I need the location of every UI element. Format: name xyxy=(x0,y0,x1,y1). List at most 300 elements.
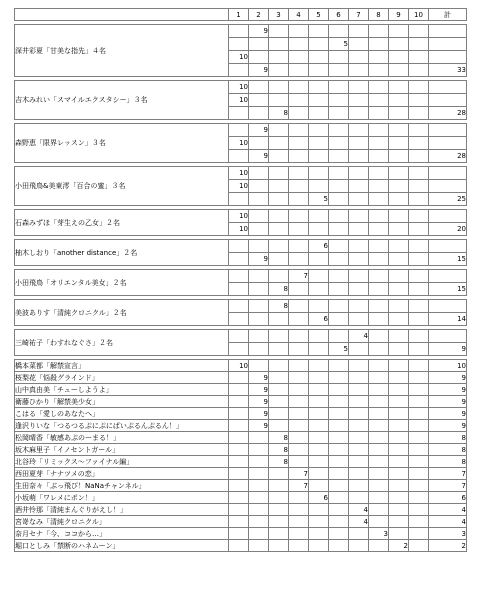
score-cell xyxy=(389,180,409,193)
table-row xyxy=(15,480,467,492)
total-cell xyxy=(429,167,467,180)
score-cell xyxy=(249,180,269,193)
score-cell xyxy=(289,408,309,420)
total-cell xyxy=(429,180,467,193)
score-cell xyxy=(329,396,349,408)
score-cell xyxy=(309,420,329,432)
score-cell: 8 xyxy=(269,456,289,468)
table-row xyxy=(15,240,467,253)
score-cell xyxy=(309,396,329,408)
table-row xyxy=(15,420,467,432)
score-cell xyxy=(389,468,409,480)
score-cell xyxy=(269,492,289,504)
score-cell xyxy=(369,270,389,283)
table-row xyxy=(15,516,467,528)
total-cell: 20 xyxy=(429,223,467,236)
table-row xyxy=(15,300,467,313)
entry-name: 松岡晴香「敏感あぷのーまる！」 xyxy=(15,432,229,444)
score-cell: 5 xyxy=(329,38,349,51)
table-row xyxy=(15,167,467,180)
score-cell xyxy=(409,193,429,206)
score-cell xyxy=(249,270,269,283)
score-cell xyxy=(409,107,429,120)
score-cell xyxy=(369,408,389,420)
score-cell xyxy=(249,492,269,504)
table-row xyxy=(15,468,467,480)
entry-name: こはる「愛しのあなたへ」 xyxy=(15,408,229,420)
entry-name: 深井彩夏「甘美な指先」４名 xyxy=(15,25,229,77)
score-cell xyxy=(389,313,409,326)
entry-name: 山中真由美「チューしようよ」 xyxy=(15,384,229,396)
score-cell xyxy=(369,180,389,193)
score-cell xyxy=(289,193,309,206)
score-cell xyxy=(289,540,309,552)
score-cell xyxy=(389,384,409,396)
total-cell: 28 xyxy=(429,107,467,120)
score-cell xyxy=(269,240,289,253)
score-cell xyxy=(269,468,289,480)
score-cell xyxy=(309,180,329,193)
score-cell: 10 xyxy=(229,81,249,94)
score-cell xyxy=(409,480,429,492)
score-cell xyxy=(229,38,249,51)
total-cell xyxy=(429,210,467,223)
score-cell xyxy=(289,253,309,266)
table-row xyxy=(15,360,467,372)
entry-name: 堀口としみ「禁断のハネムーン」 xyxy=(15,540,229,552)
score-cell xyxy=(309,81,329,94)
score-cell xyxy=(289,372,309,384)
score-cell xyxy=(349,468,369,480)
score-cell xyxy=(389,270,409,283)
score-cell xyxy=(349,38,369,51)
score-cell xyxy=(309,480,329,492)
score-cell xyxy=(369,372,389,384)
score-cell xyxy=(229,253,249,266)
score-cell xyxy=(229,25,249,38)
entry-name: 吉木みれい「スマイルエクスタシー」３名 xyxy=(15,81,229,120)
score-cell xyxy=(349,420,369,432)
score-cell xyxy=(329,504,349,516)
total-cell: 8 xyxy=(429,432,467,444)
score-cell xyxy=(369,432,389,444)
score-cell xyxy=(349,456,369,468)
score-cell xyxy=(389,504,409,516)
score-cell: 4 xyxy=(349,330,369,343)
total-cell xyxy=(429,51,467,64)
score-cell xyxy=(349,240,369,253)
score-cell xyxy=(369,81,389,94)
score-cell xyxy=(289,167,309,180)
score-cell xyxy=(369,38,389,51)
score-cell xyxy=(409,300,429,313)
score-cell xyxy=(309,432,329,444)
score-cell xyxy=(349,432,369,444)
score-cell xyxy=(349,210,369,223)
score-cell xyxy=(369,167,389,180)
score-cell xyxy=(349,540,369,552)
score-cell xyxy=(289,51,309,64)
score-cell xyxy=(409,283,429,296)
score-cell xyxy=(389,253,409,266)
table-body xyxy=(15,21,467,552)
score-cell xyxy=(229,516,249,528)
score-cell: 10 xyxy=(229,167,249,180)
total-cell: 9 xyxy=(429,396,467,408)
score-cell xyxy=(269,360,289,372)
score-cell: 9 xyxy=(249,64,269,77)
score-cell xyxy=(229,330,249,343)
score-cell xyxy=(369,492,389,504)
score-cell xyxy=(289,38,309,51)
score-cell xyxy=(229,468,249,480)
score-cell xyxy=(369,283,389,296)
score-cell xyxy=(409,313,429,326)
score-cell xyxy=(329,51,349,64)
score-cell xyxy=(349,528,369,540)
score-cell xyxy=(409,540,429,552)
score-cell xyxy=(309,38,329,51)
score-cell xyxy=(389,38,409,51)
score-cell xyxy=(249,330,269,343)
score-cell xyxy=(329,456,349,468)
score-cell xyxy=(389,444,409,456)
header-col-2: 2 xyxy=(249,9,269,21)
score-cell xyxy=(369,240,389,253)
score-cell xyxy=(269,137,289,150)
score-cell xyxy=(289,444,309,456)
score-cell xyxy=(409,432,429,444)
total-cell: 8 xyxy=(429,456,467,468)
score-cell xyxy=(409,240,429,253)
entry-name: 逢沢りいな「つるつるぷにぷにぱいぷるんぷるん！」 xyxy=(15,420,229,432)
score-cell xyxy=(309,107,329,120)
score-cell xyxy=(269,150,289,163)
total-cell: 9 xyxy=(429,343,467,356)
score-cell xyxy=(369,223,389,236)
score-cell: 9 xyxy=(249,253,269,266)
score-cell xyxy=(229,444,249,456)
score-cell xyxy=(249,504,269,516)
score-cell xyxy=(309,343,329,356)
score-cell xyxy=(309,124,329,137)
score-cell xyxy=(389,396,409,408)
table-row xyxy=(15,444,467,456)
score-cell xyxy=(269,210,289,223)
score-cell: 5 xyxy=(309,193,329,206)
score-cell xyxy=(389,64,409,77)
score-cell xyxy=(329,240,349,253)
total-cell: 8 xyxy=(429,444,467,456)
header-col-7: 7 xyxy=(349,9,369,21)
score-cell xyxy=(409,124,429,137)
score-cell: 6 xyxy=(309,240,329,253)
score-cell xyxy=(229,283,249,296)
entry-name: 坂木麻里子「イノセントガール」 xyxy=(15,444,229,456)
score-cell xyxy=(409,516,429,528)
score-cell xyxy=(249,468,269,480)
score-cell xyxy=(389,343,409,356)
header-col-6: 6 xyxy=(329,9,349,21)
score-cell: 10 xyxy=(229,180,249,193)
score-cell xyxy=(349,253,369,266)
score-cell xyxy=(269,384,289,396)
entry-name: 石森みずほ「芽生えの乙女」２名 xyxy=(15,210,229,236)
score-cell xyxy=(309,360,329,372)
score-cell xyxy=(329,432,349,444)
score-cell xyxy=(309,444,329,456)
score-cell xyxy=(329,253,349,266)
score-cell: 9 xyxy=(249,150,269,163)
entry-name: 美波ありす「清純クロニクル」２名 xyxy=(15,300,229,326)
total-cell xyxy=(429,81,467,94)
score-cell xyxy=(229,372,249,384)
score-cell xyxy=(289,137,309,150)
score-cell xyxy=(329,300,349,313)
score-cell xyxy=(389,420,409,432)
score-cell xyxy=(369,300,389,313)
score-cell xyxy=(309,150,329,163)
score-cell xyxy=(409,384,429,396)
score-cell: 10 xyxy=(229,223,249,236)
total-cell: 2 xyxy=(429,540,467,552)
score-cell xyxy=(329,283,349,296)
score-cell xyxy=(409,468,429,480)
score-cell xyxy=(269,223,289,236)
score-cell xyxy=(329,468,349,480)
score-cell xyxy=(229,124,249,137)
score-cell xyxy=(249,107,269,120)
score-cell xyxy=(249,283,269,296)
score-cell xyxy=(269,124,289,137)
score-cell xyxy=(249,444,269,456)
entry-name: 酒井怜那「清純まんぐりがえし！」 xyxy=(15,504,229,516)
table-row xyxy=(15,81,467,94)
score-cell: 7 xyxy=(289,270,309,283)
score-cell xyxy=(269,51,289,64)
score-cell xyxy=(309,25,329,38)
table-row xyxy=(15,384,467,396)
score-cell xyxy=(409,51,429,64)
table-row xyxy=(15,540,467,552)
score-cell xyxy=(389,210,409,223)
total-cell: 3 xyxy=(429,528,467,540)
entry-name: 北谷玲「リミックス～ファイナル編」 xyxy=(15,456,229,468)
entry-name: 小田飛鳥&美東澪「百合の蜜」３名 xyxy=(15,167,229,206)
score-cell xyxy=(409,64,429,77)
score-cell xyxy=(349,107,369,120)
total-cell: 4 xyxy=(429,516,467,528)
score-cell xyxy=(349,25,369,38)
score-cell xyxy=(249,223,269,236)
score-cell xyxy=(289,300,309,313)
score-cell xyxy=(389,432,409,444)
entry-name: 小坂萌「ワレメにポン！」 xyxy=(15,492,229,504)
score-cell xyxy=(389,107,409,120)
score-cell xyxy=(309,516,329,528)
score-cell xyxy=(369,480,389,492)
score-cell: 9 xyxy=(249,408,269,420)
score-cell xyxy=(329,528,349,540)
score-cell xyxy=(269,420,289,432)
score-cell xyxy=(389,137,409,150)
score-cell xyxy=(289,81,309,94)
score-cell xyxy=(229,492,249,504)
score-cell xyxy=(309,528,329,540)
score-cell: 10 xyxy=(229,94,249,107)
score-cell xyxy=(369,540,389,552)
score-cell xyxy=(329,372,349,384)
header-col-total: 計 xyxy=(429,9,467,21)
score-cell xyxy=(369,456,389,468)
score-cell xyxy=(369,253,389,266)
score-cell xyxy=(329,384,349,396)
total-cell: 7 xyxy=(429,468,467,480)
score-cell xyxy=(249,360,269,372)
score-cell xyxy=(329,107,349,120)
entry-name: 三崎祐子「わすれなぐさ」２名 xyxy=(15,330,229,356)
score-cell xyxy=(389,283,409,296)
header-col-5: 5 xyxy=(309,9,329,21)
score-cell: 4 xyxy=(349,516,369,528)
score-cell xyxy=(349,343,369,356)
score-cell xyxy=(409,420,429,432)
score-cell xyxy=(249,81,269,94)
score-cell xyxy=(229,456,249,468)
score-cell xyxy=(309,64,329,77)
score-cell xyxy=(229,396,249,408)
score-cell: 2 xyxy=(389,540,409,552)
score-cell xyxy=(289,384,309,396)
total-cell xyxy=(429,25,467,38)
score-cell xyxy=(249,38,269,51)
score-cell: 8 xyxy=(269,283,289,296)
entry-name: 桜梨花「悩殺グラインド」 xyxy=(15,372,229,384)
score-cell: 3 xyxy=(369,528,389,540)
score-cell xyxy=(389,223,409,236)
vote-tally-table xyxy=(14,8,467,552)
score-cell xyxy=(389,408,409,420)
score-cell xyxy=(389,492,409,504)
score-cell xyxy=(369,504,389,516)
total-cell: 9 xyxy=(429,420,467,432)
score-cell xyxy=(329,124,349,137)
score-cell xyxy=(409,330,429,343)
score-cell xyxy=(389,360,409,372)
score-cell xyxy=(369,330,389,343)
score-cell xyxy=(369,343,389,356)
score-cell xyxy=(409,81,429,94)
total-cell: 10 xyxy=(429,360,467,372)
score-cell xyxy=(389,372,409,384)
score-cell xyxy=(229,384,249,396)
score-cell xyxy=(309,456,329,468)
score-cell xyxy=(409,167,429,180)
score-cell xyxy=(249,516,269,528)
table-row xyxy=(15,25,467,38)
score-cell xyxy=(269,528,289,540)
score-cell xyxy=(329,25,349,38)
score-cell xyxy=(309,253,329,266)
score-cell xyxy=(389,81,409,94)
score-cell xyxy=(369,360,389,372)
total-cell: 33 xyxy=(429,64,467,77)
score-cell xyxy=(229,420,249,432)
score-cell: 6 xyxy=(309,313,329,326)
score-cell xyxy=(409,444,429,456)
score-cell xyxy=(329,360,349,372)
score-cell xyxy=(289,124,309,137)
score-cell xyxy=(349,360,369,372)
score-cell xyxy=(289,210,309,223)
score-cell xyxy=(329,540,349,552)
score-cell xyxy=(289,504,309,516)
score-cell xyxy=(289,360,309,372)
score-cell xyxy=(349,283,369,296)
score-cell xyxy=(269,167,289,180)
score-cell xyxy=(249,240,269,253)
score-cell: 10 xyxy=(229,137,249,150)
score-cell: 10 xyxy=(229,51,249,64)
score-cell xyxy=(229,270,249,283)
score-cell xyxy=(329,444,349,456)
score-cell xyxy=(309,210,329,223)
score-cell xyxy=(329,64,349,77)
score-cell xyxy=(369,396,389,408)
score-cell xyxy=(349,396,369,408)
score-cell xyxy=(389,300,409,313)
entry-name: 奈月セナ「今、ココから…」 xyxy=(15,528,229,540)
score-cell xyxy=(389,456,409,468)
score-cell: 10 xyxy=(229,360,249,372)
score-cell: 7 xyxy=(289,480,309,492)
score-cell: 6 xyxy=(309,492,329,504)
score-cell xyxy=(409,492,429,504)
score-cell xyxy=(269,540,289,552)
score-cell xyxy=(229,540,249,552)
score-cell xyxy=(329,420,349,432)
score-cell: 8 xyxy=(269,444,289,456)
table-row xyxy=(15,270,467,283)
score-cell xyxy=(269,313,289,326)
score-cell xyxy=(309,372,329,384)
score-cell xyxy=(349,167,369,180)
total-cell xyxy=(429,38,467,51)
score-cell xyxy=(369,137,389,150)
score-cell xyxy=(369,193,389,206)
score-cell xyxy=(229,64,249,77)
score-cell xyxy=(309,270,329,283)
score-cell xyxy=(389,528,409,540)
score-cell xyxy=(269,343,289,356)
score-cell: 8 xyxy=(269,432,289,444)
table-row xyxy=(15,330,467,343)
score-cell xyxy=(349,270,369,283)
score-cell xyxy=(389,240,409,253)
score-cell xyxy=(289,25,309,38)
score-cell xyxy=(329,313,349,326)
score-cell xyxy=(229,107,249,120)
score-cell xyxy=(409,38,429,51)
score-cell xyxy=(329,210,349,223)
score-cell xyxy=(349,180,369,193)
score-cell xyxy=(269,180,289,193)
total-cell xyxy=(429,330,467,343)
total-cell: 4 xyxy=(429,504,467,516)
score-cell xyxy=(349,64,369,77)
score-cell xyxy=(369,516,389,528)
score-cell xyxy=(349,51,369,64)
